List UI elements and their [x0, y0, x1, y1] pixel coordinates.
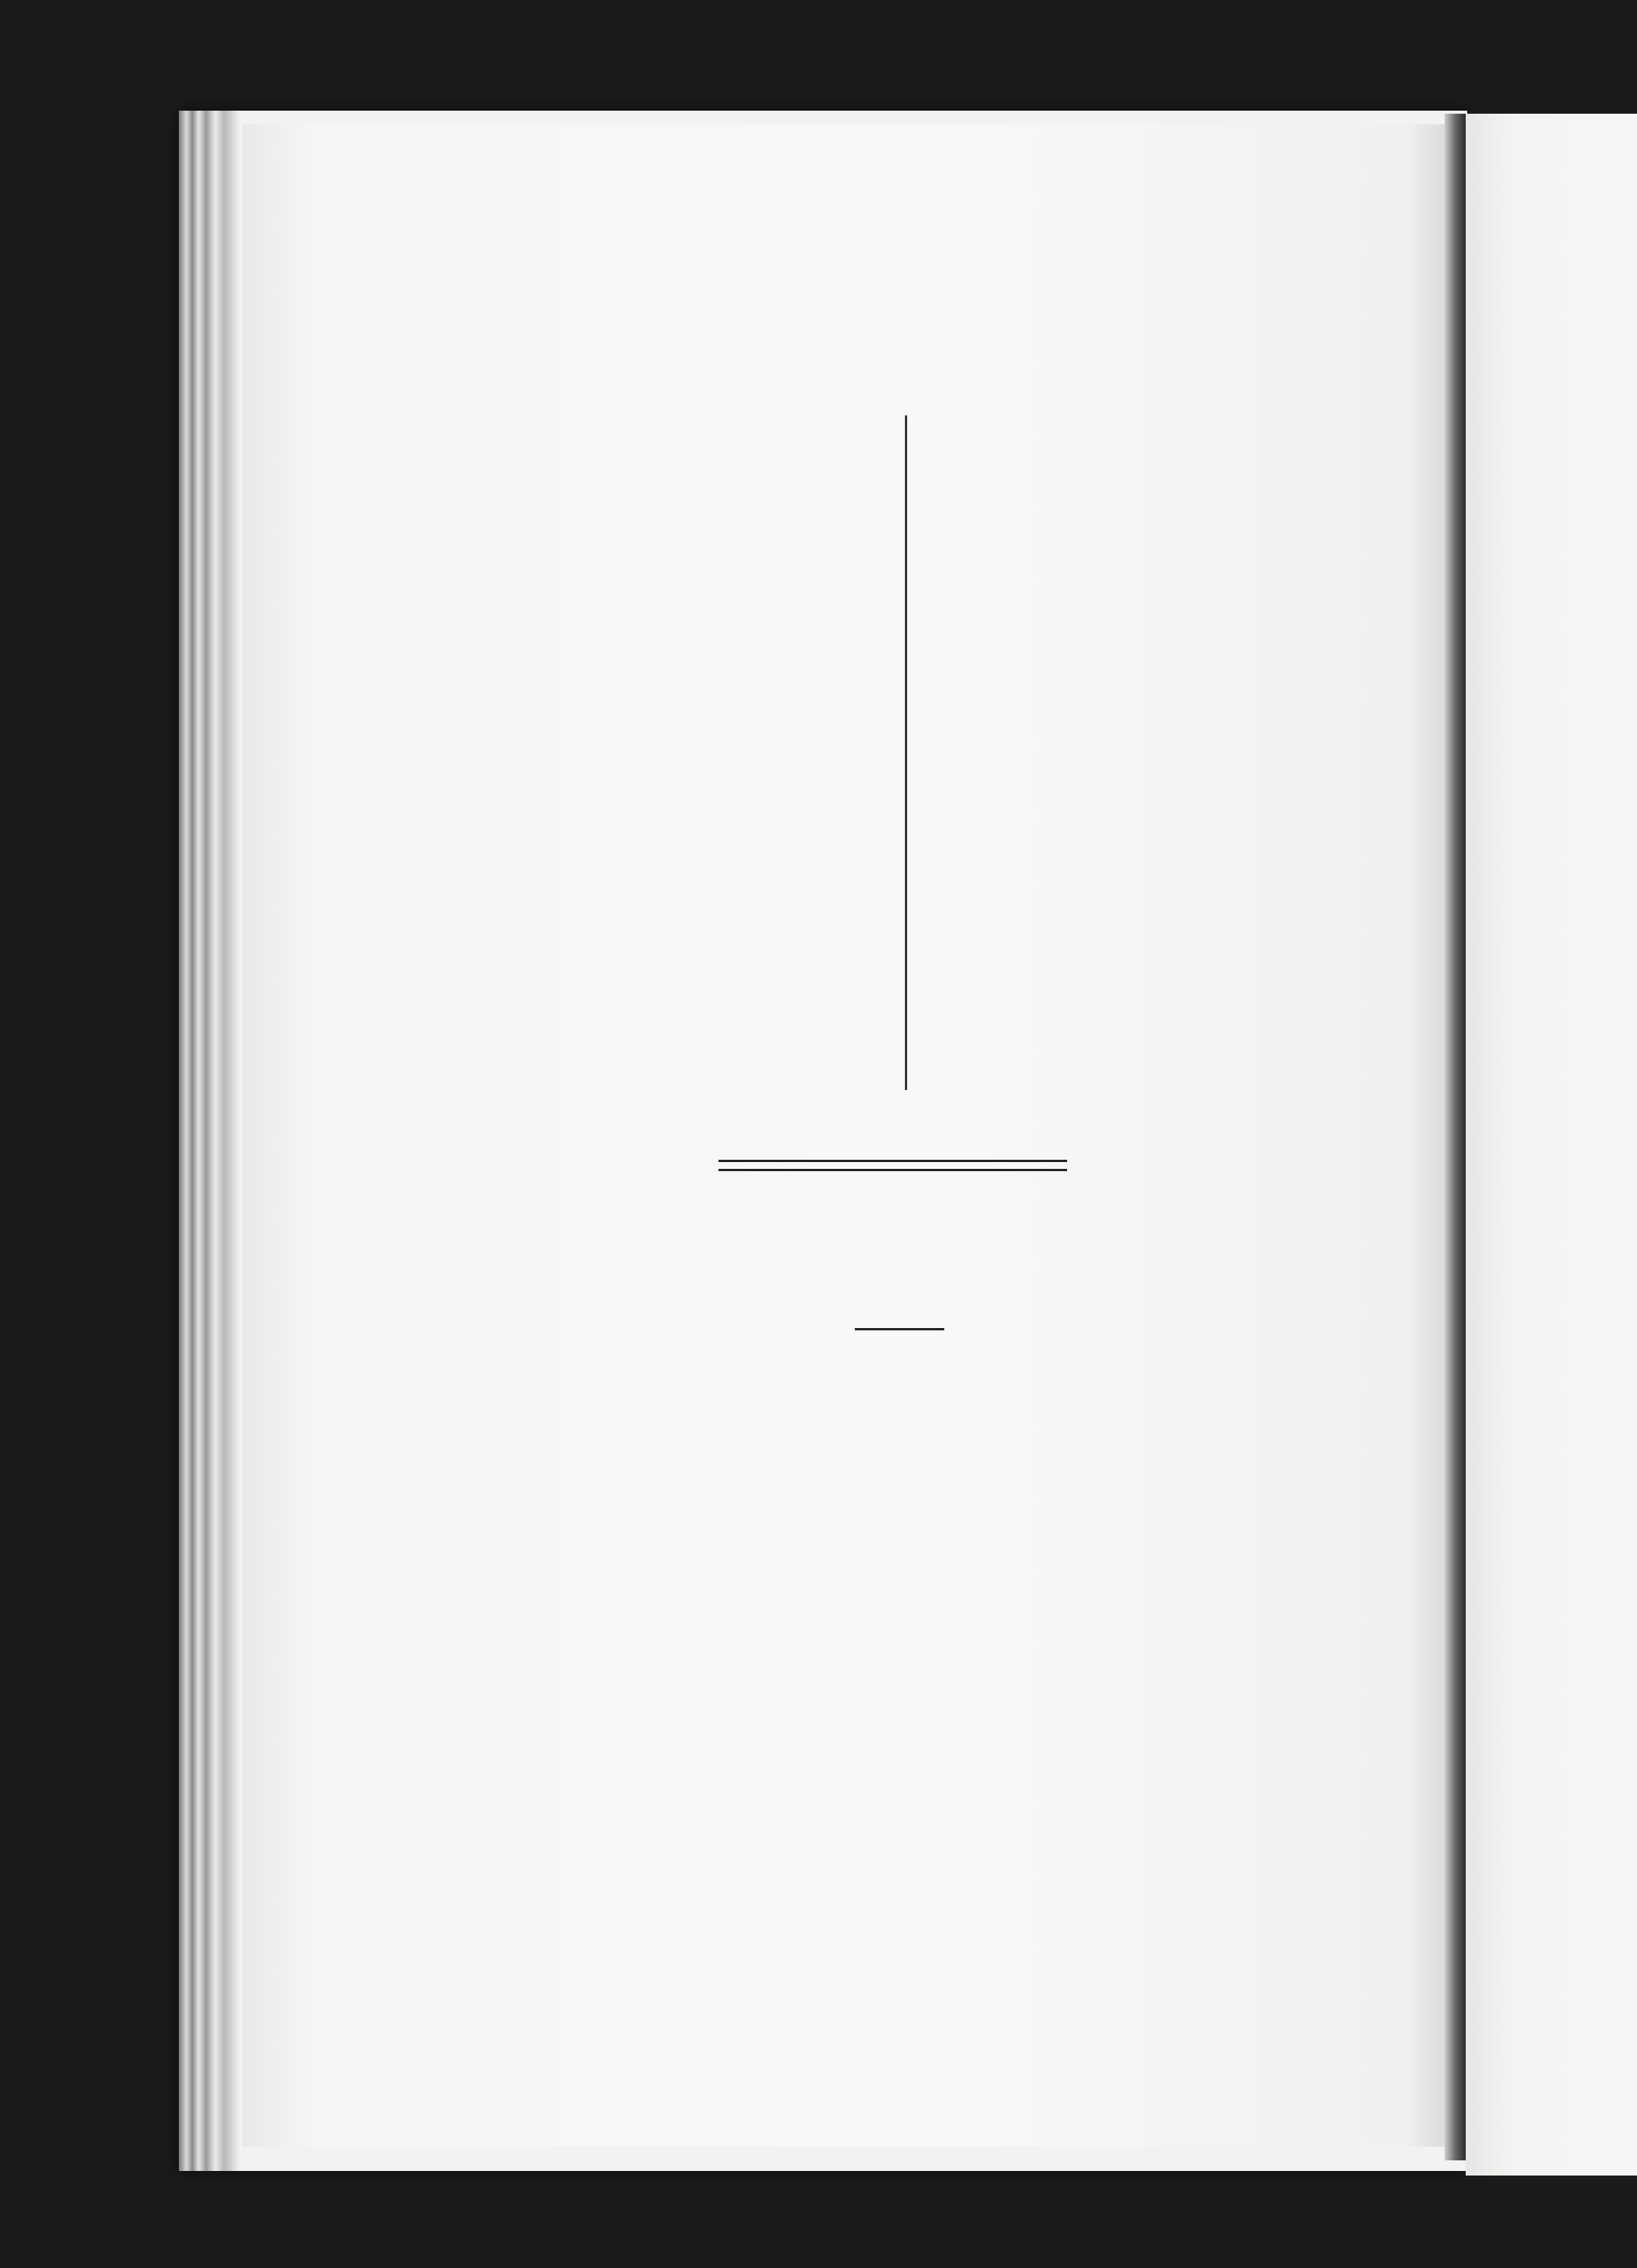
next-page-edge — [1466, 114, 1637, 2176]
column-divider — [905, 415, 907, 1090]
double-rule-bottom — [718, 1169, 1067, 1171]
double-rule-top — [718, 1160, 1067, 1162]
book-gutter — [1445, 114, 1466, 2160]
short-rule — [855, 1328, 944, 1330]
page — [243, 124, 1455, 2147]
